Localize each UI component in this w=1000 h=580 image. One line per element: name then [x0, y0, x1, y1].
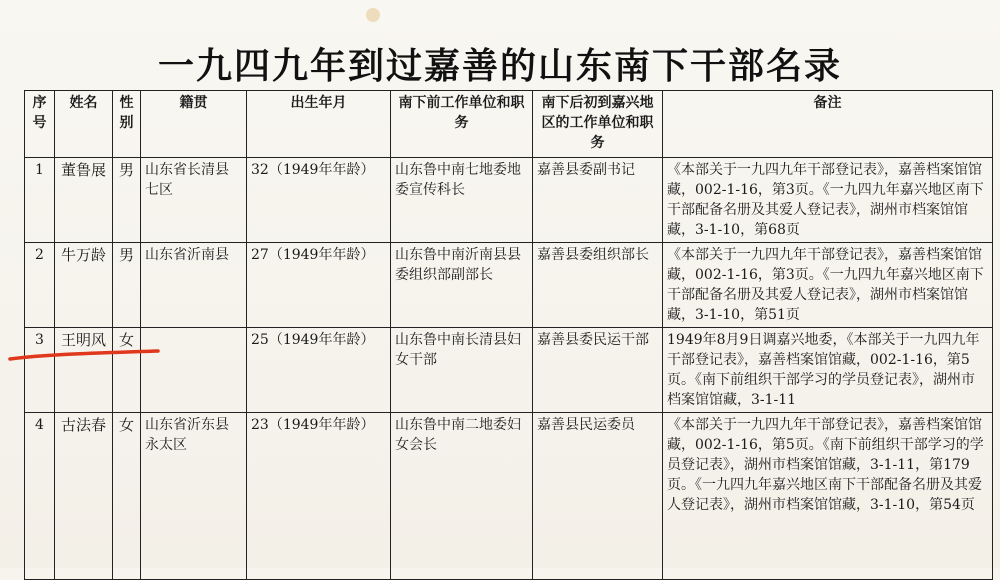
header-birth: 出生年月 [247, 91, 391, 158]
cell-name: 牛万龄 [55, 243, 113, 328]
header-name: 姓名 [55, 91, 113, 158]
cell-sex: 男 [113, 158, 141, 243]
cell-sex: 女 [113, 328, 141, 413]
table-row [25, 158, 993, 243]
table-row [25, 243, 993, 328]
cell-name: 王明风 [55, 328, 113, 413]
cell-after: 嘉善县委副书记 [533, 158, 663, 243]
cadre-table [24, 90, 993, 580]
table-row [25, 328, 993, 413]
cell-origin [141, 328, 247, 413]
cell-before: 山东鲁中南七地委地委宣传科长 [391, 158, 533, 243]
cell-note: 1949年8月9日调嘉兴地委，《本部关于一九四九年干部登记表》，嘉善档案馆馆藏，002-1-16，第5页。《南下前组织干部学习的学员登记表》，湖州市档案馆馆藏，3-1-11 [663, 328, 993, 413]
cell-birth: 32（1949年年龄） [247, 158, 391, 243]
page-title: 一九四九年到过嘉善的山东南下干部名录 [157, 46, 842, 87]
cell-name: 古法春 [55, 413, 113, 580]
header-after: 南下后初到嘉兴地区的工作单位和职务 [533, 91, 663, 158]
cell-after: 嘉善县委组织部长 [533, 243, 663, 328]
cell-after: 嘉善县委民运干部 [533, 328, 663, 413]
paper-stain [366, 8, 380, 22]
header-origin: 籍贯 [141, 91, 247, 158]
cell-before: 山东鲁中南长清县妇女干部 [391, 328, 533, 413]
cell-no: 4 [25, 413, 55, 580]
header-no: 序号 [25, 91, 55, 158]
cell-after: 嘉善县民运委员 [533, 413, 663, 580]
cell-before: 山东鲁中南二地委妇女会长 [391, 413, 533, 580]
header-sex: 性别 [113, 91, 141, 158]
cell-note: 《本部关于一九四九年干部登记表》，嘉善档案馆馆藏，002-1-16，第3页。《一九四九年嘉兴地区南下干部配备名册及其爱人登记表》，湖州市档案馆馆藏，3-1-10，第51页 [663, 243, 993, 328]
header-note: 备注 [663, 91, 993, 158]
cell-no: 3 [25, 328, 55, 413]
cell-note: 《本部关于一九四九年干部登记表》，嘉善档案馆馆藏，002-1-16，第5页。《南下前组织干部学习的学员登记表》，湖州市档案馆馆藏，3-1-11，第179页。《一九四九年嘉兴地区南下干部配备名册及其爱人登记表》，湖州市档案馆馆藏，3-1-10，第54页 [663, 413, 993, 580]
cell-birth: 25（1949年年龄） [247, 328, 391, 413]
cell-origin: 山东省沂东县永太区 [141, 413, 247, 580]
header-before: 南下前工作单位和职务 [391, 91, 533, 158]
cell-no: 2 [25, 243, 55, 328]
table-row [25, 413, 993, 580]
cell-sex: 女 [113, 413, 141, 580]
cell-birth: 23（1949年年龄） [247, 413, 391, 580]
cell-origin: 山东省长清县七区 [141, 158, 247, 243]
red-underline-annotation [8, 348, 160, 362]
cell-note: 《本部关于一九四九年干部登记表》，嘉善档案馆馆藏，002-1-16，第3页。《一九四九年嘉兴地区南下干部配备名册及其爱人登记表》，湖州市档案馆馆藏，3-1-10，第68页 [663, 158, 993, 243]
cell-name: 董鲁展 [55, 158, 113, 243]
cell-birth: 27（1949年年龄） [247, 243, 391, 328]
table-header-row [25, 91, 993, 158]
cell-no: 1 [25, 158, 55, 243]
cell-before: 山东鲁中南沂南县县委组织部副部长 [391, 243, 533, 328]
cell-origin: 山东省沂南县 [141, 243, 247, 328]
cell-sex: 男 [113, 243, 141, 328]
